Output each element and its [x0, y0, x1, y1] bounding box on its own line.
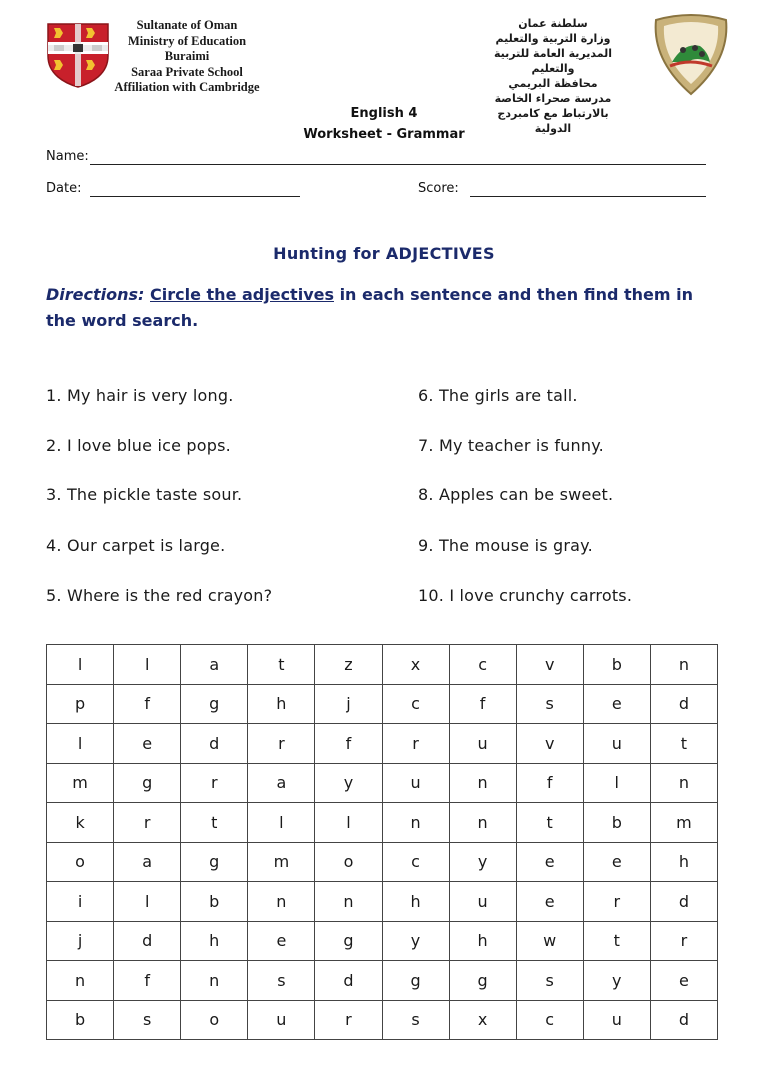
grid-cell[interactable]: v: [516, 645, 583, 685]
grid-row: [47, 724, 718, 764]
grid-cell[interactable]: m: [650, 803, 717, 843]
grid-cell[interactable]: c: [382, 684, 449, 724]
school-name-english: [112, 18, 262, 96]
grid-cell[interactable]: t: [181, 803, 248, 843]
grid-cell[interactable]: u: [382, 763, 449, 803]
grid-cell[interactable]: g: [382, 961, 449, 1001]
grid-cell[interactable]: n: [449, 763, 516, 803]
sentence-4: 4. Our carpet is large.: [46, 536, 226, 555]
school-shield-logo: [650, 12, 732, 96]
grid-cell[interactable]: g: [181, 842, 248, 882]
grid-cell[interactable]: f: [114, 961, 181, 1001]
grid-row: [47, 961, 718, 1001]
sentence-6: 6. The girls are tall.: [418, 386, 578, 405]
grid-cell[interactable]: n: [382, 803, 449, 843]
sentence-10: 10. I love crunchy carrots.: [418, 586, 633, 605]
word-search-grid: [46, 644, 718, 1040]
grid-cell[interactable]: l: [583, 763, 650, 803]
grid-cell[interactable]: s: [248, 961, 315, 1001]
grid-cell[interactable]: d: [114, 921, 181, 961]
grid-cell[interactable]: e: [248, 921, 315, 961]
grid-row: [47, 921, 718, 961]
grid-row: [47, 882, 718, 922]
grid-cell[interactable]: b: [583, 803, 650, 843]
score-label: Score:: [418, 181, 459, 196]
grid-cell[interactable]: y: [382, 921, 449, 961]
grid-cell[interactable]: d: [650, 1000, 717, 1040]
grid-cell[interactable]: r: [583, 882, 650, 922]
sentence-9: 9. The mouse is gray.: [418, 536, 593, 555]
grid-cell[interactable]: r: [315, 1000, 382, 1040]
name-line[interactable]: [90, 164, 706, 165]
grid-row: [47, 803, 718, 843]
grid-cell[interactable]: x: [449, 1000, 516, 1040]
ar-line-1: سلطنة عمان: [518, 17, 588, 30]
grid-cell[interactable]: f: [516, 763, 583, 803]
grid-cell[interactable]: h: [449, 921, 516, 961]
grid-cell[interactable]: x: [382, 645, 449, 685]
grid-cell[interactable]: d: [315, 961, 382, 1001]
grid-cell[interactable]: f: [315, 724, 382, 764]
grid-cell[interactable]: n: [449, 803, 516, 843]
grid-cell[interactable]: u: [449, 724, 516, 764]
grid-cell[interactable]: g: [315, 921, 382, 961]
grid-cell[interactable]: d: [650, 882, 717, 922]
grid-cell[interactable]: d: [650, 684, 717, 724]
grid-cell[interactable]: j: [47, 921, 114, 961]
country-line: Sultanate of Oman: [136, 18, 238, 32]
grid-cell[interactable]: s: [114, 1000, 181, 1040]
grid-cell[interactable]: n: [315, 882, 382, 922]
grid-cell[interactable]: b: [583, 645, 650, 685]
grid-row: [47, 645, 718, 685]
grid-cell[interactable]: g: [114, 763, 181, 803]
grid-cell[interactable]: n: [248, 882, 315, 922]
grid-cell[interactable]: c: [382, 842, 449, 882]
grid-cell[interactable]: k: [47, 803, 114, 843]
grid-cell[interactable]: o: [315, 842, 382, 882]
grid-cell[interactable]: r: [181, 763, 248, 803]
grid-cell[interactable]: o: [47, 842, 114, 882]
grid-cell[interactable]: t: [248, 645, 315, 685]
school-line: Saraa Private School: [131, 64, 243, 79]
grid-cell[interactable]: j: [315, 684, 382, 724]
grid-cell[interactable]: n: [47, 961, 114, 1001]
grid-cell[interactable]: e: [583, 842, 650, 882]
grid-cell[interactable]: t: [650, 724, 717, 764]
directions-emphasis: Circle the adjectives: [150, 285, 334, 304]
grid-cell[interactable]: l: [248, 803, 315, 843]
grid-cell[interactable]: n: [181, 961, 248, 1001]
grid-cell[interactable]: z: [315, 645, 382, 685]
sentence-2: 2. I love blue ice pops.: [46, 436, 231, 455]
directions-text: in each sentence and then find them in the word search.: [46, 285, 694, 330]
date-line[interactable]: [90, 196, 300, 197]
grid-cell[interactable]: h: [650, 842, 717, 882]
grid-cell[interactable]: o: [181, 1000, 248, 1040]
sentence-1: 1. My hair is very long.: [46, 386, 234, 405]
grid-cell[interactable]: t: [583, 921, 650, 961]
grid-cell[interactable]: m: [47, 763, 114, 803]
grid-cell[interactable]: l: [114, 882, 181, 922]
grid-cell[interactable]: s: [516, 961, 583, 1001]
grid-cell[interactable]: d: [181, 724, 248, 764]
grid-cell[interactable]: y: [315, 763, 382, 803]
ar-line-2: وزارة التربية والتعليم: [495, 32, 611, 45]
ar-line-4: محافظة البريمي: [508, 77, 598, 90]
sentence-3: 3. The pickle taste sour.: [46, 485, 243, 504]
cambridge-crest-logo: [46, 22, 110, 88]
grid-cell[interactable]: e: [583, 684, 650, 724]
grid-cell[interactable]: a: [181, 645, 248, 685]
ar-line-3: المديرية العامة للتربية والتعليم: [493, 47, 613, 75]
score-line[interactable]: [470, 196, 706, 197]
grid-cell[interactable]: r: [650, 921, 717, 961]
worksheet-subject: English 4: [350, 106, 418, 121]
grid-cell[interactable]: c: [449, 645, 516, 685]
grid-cell[interactable]: l: [114, 645, 181, 685]
grid-cell[interactable]: g: [181, 684, 248, 724]
grid-cell[interactable]: e: [650, 961, 717, 1001]
grid-cell[interactable]: n: [650, 645, 717, 685]
date-label: Date:: [46, 181, 82, 196]
grid-cell[interactable]: p: [47, 684, 114, 724]
ar-line-6: بالارتباط مع كامبردج الدولية: [497, 107, 609, 135]
grid-cell[interactable]: y: [449, 842, 516, 882]
ministry-line: Ministry of Education: [127, 33, 247, 48]
grid-cell[interactable]: s: [382, 1000, 449, 1040]
grid-cell[interactable]: e: [114, 724, 181, 764]
grid-cell[interactable]: l: [47, 724, 114, 764]
grid-cell[interactable]: e: [516, 842, 583, 882]
sentence-5: 5. Where is the red crayon?: [46, 586, 273, 605]
grid-cell[interactable]: t: [516, 803, 583, 843]
grid-cell[interactable]: y: [583, 961, 650, 1001]
grid-cell[interactable]: f: [114, 684, 181, 724]
grid-cell[interactable]: r: [114, 803, 181, 843]
ar-line-5: مدرسة صحراء الخاصة: [494, 92, 612, 105]
grid-cell[interactable]: v: [516, 724, 583, 764]
grid-cell[interactable]: h: [382, 882, 449, 922]
grid-cell[interactable]: f: [449, 684, 516, 724]
grid-cell[interactable]: c: [516, 1000, 583, 1040]
grid-cell[interactable]: h: [248, 684, 315, 724]
exercise-heading: Hunting for ADJECTIVES: [273, 244, 495, 263]
grid-cell[interactable]: r: [382, 724, 449, 764]
grid-cell[interactable]: e: [516, 882, 583, 922]
grid-cell[interactable]: w: [516, 921, 583, 961]
sentence-8: 8. Apples can be sweet.: [418, 485, 614, 504]
name-label: Name:: [46, 149, 89, 164]
grid-cell[interactable]: m: [248, 842, 315, 882]
directions: [46, 282, 726, 334]
grid-cell[interactable]: b: [181, 882, 248, 922]
grid-cell[interactable]: h: [181, 921, 248, 961]
grid-cell[interactable]: r: [248, 724, 315, 764]
grid-row: [47, 684, 718, 724]
sentence-7: 7. My teacher is funny.: [418, 436, 604, 455]
grid-cell[interactable]: a: [248, 763, 315, 803]
grid-cell[interactable]: u: [583, 1000, 650, 1040]
worksheet-title: Worksheet - Grammar: [303, 127, 465, 142]
grid-cell[interactable]: n: [650, 763, 717, 803]
grid-cell[interactable]: l: [47, 645, 114, 685]
directions-label: Directions:: [46, 285, 145, 304]
grid-cell[interactable]: b: [47, 1000, 114, 1040]
grid-row: [47, 842, 718, 882]
city-line: Buraimi: [164, 49, 210, 63]
grid-cell[interactable]: l: [315, 803, 382, 843]
affiliation-line: Affiliation with Cambridge: [114, 80, 260, 94]
grid-cell[interactable]: u: [449, 882, 516, 922]
grid-row: [47, 1000, 718, 1040]
grid-cell[interactable]: i: [47, 882, 114, 922]
grid-cell[interactable]: u: [248, 1000, 315, 1040]
grid-cell[interactable]: u: [583, 724, 650, 764]
grid-row: [47, 763, 718, 803]
grid-cell[interactable]: g: [449, 961, 516, 1001]
grid-cell[interactable]: a: [114, 842, 181, 882]
grid-cell[interactable]: s: [516, 684, 583, 724]
